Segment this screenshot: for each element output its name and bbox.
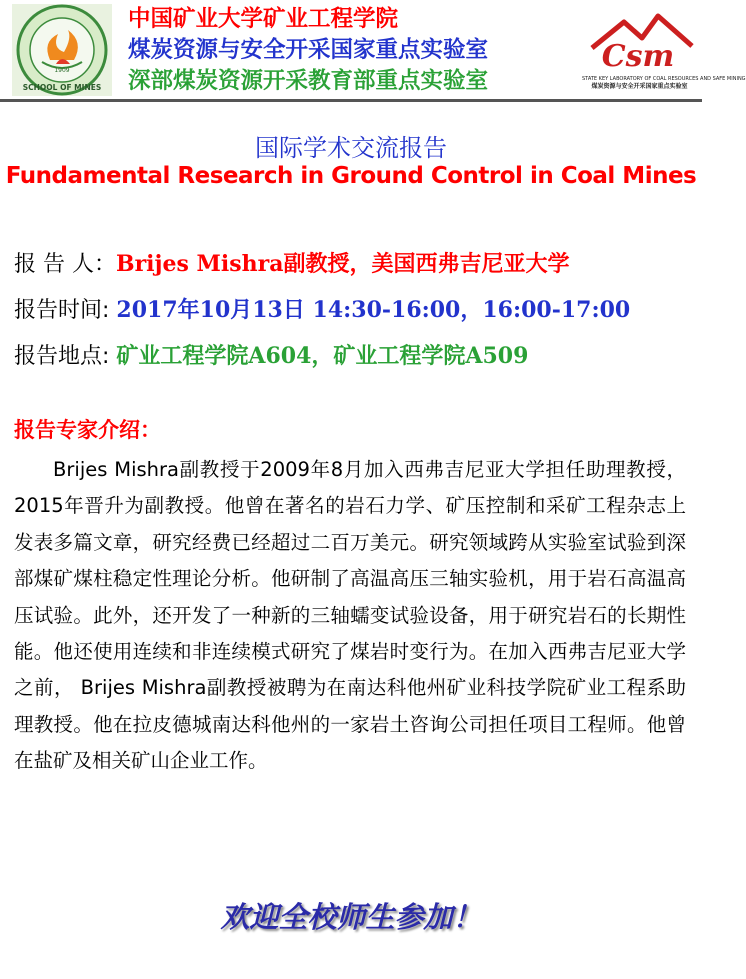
state-key-lab-logo xyxy=(582,8,746,96)
place-label: 报告地点: xyxy=(14,344,117,369)
place-row xyxy=(14,340,694,372)
header-divider xyxy=(0,99,702,102)
time-value: 2017年10月13日 14:30-16:00，16:00-17:00 xyxy=(116,297,631,323)
speaker-bio: Brijes Mishra副教授于2009年8月加入西弗吉尼亚大学担任助理教授，2015年晋升为副教授。他曾在著名的岩石力学、矿压控制和采矿工程杂志上发表多篇文章，研究经费已经超过二百万美元。研究领域跨从实验室试验到深部煤矿煤柱稳定性理论分析。他研制了高温高压三轴实验机，用于岩石高温高压试验。此外，还开发了一种新的三轴蠕变试验设备，用于研究岩石的长期性能。他还使用连续和非连续模式研究了煤岩时变行为。在加入西弗吉尼亚大学之前， Brijes Mishra副教授被聘为在南达科他州矿业科技学院矿业工程系助理教授。他在拉皮德城南达科他州的一家岩土咨询公司担任项目工程师。他曾在盐矿及相关矿山企业工作。 xyxy=(14,458,686,773)
header-banner xyxy=(0,0,746,100)
institution-line-1: 中国矿业大学矿业工程学院 xyxy=(128,6,399,32)
place-value: 矿业工程学院A604，矿业工程学院A509 xyxy=(116,343,529,369)
logo-left-year: 1909 xyxy=(54,67,70,74)
logo-right-caption-cn: 煤炭资源与安全开采国家重点实验室 xyxy=(591,83,688,90)
school-of-mines-logo xyxy=(12,4,112,96)
csm-logo-text: Csm xyxy=(601,39,675,74)
institution-names xyxy=(128,4,578,97)
time-label: 报告时间: xyxy=(14,298,117,323)
time-row xyxy=(14,294,694,326)
logo-right-caption-en: STATE KEY LABORATORY OF COAL RESOURCES AND SAFE MINING xyxy=(582,76,746,82)
report-title-en: Fundamental Research in Ground Control in Coal Mines xyxy=(5,163,697,189)
speaker-label: 报 告 人： xyxy=(14,252,116,277)
speaker-value: Brijes Mishra副教授，美国西弗吉尼亚大学 xyxy=(116,251,570,277)
report-title-cn: 国际学术交流报告 xyxy=(255,134,447,162)
logo-right-caption xyxy=(582,76,746,90)
welcome-message: 欢迎全校师生参加！ xyxy=(220,900,482,934)
speaker-row xyxy=(14,248,694,280)
csm-mountain-icon xyxy=(582,8,697,74)
bio-heading: 报告专家介绍： xyxy=(14,418,161,442)
institution-line-2: 煤炭资源与安全开采国家重点实验室 xyxy=(128,37,489,63)
institution-line-3: 深部煤炭资源开采教育部重点实验室 xyxy=(128,68,489,94)
logo-left-text: SCHOOL OF MINES xyxy=(22,83,102,92)
